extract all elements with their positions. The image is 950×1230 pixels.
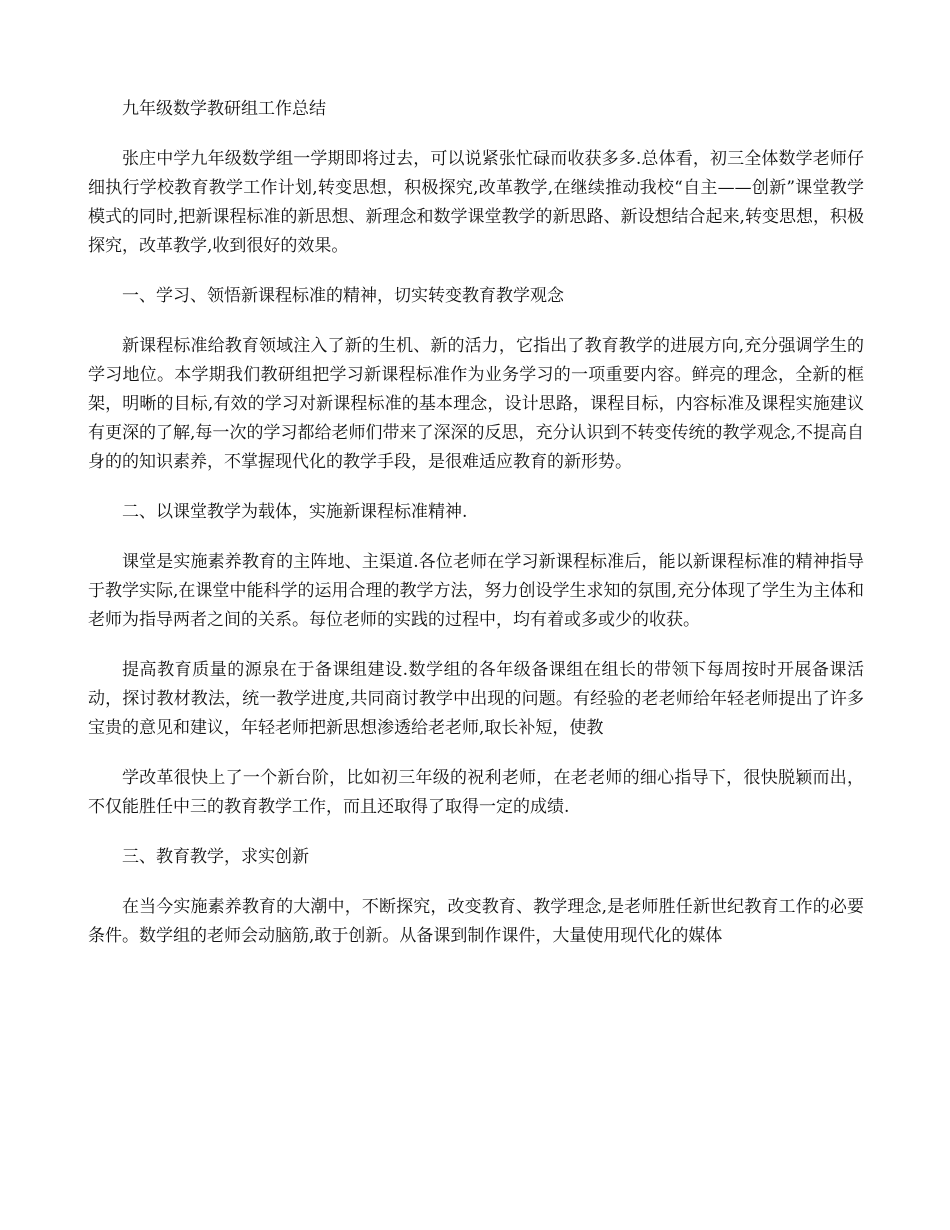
section-heading-3: 三、教育教学，求实创新 bbox=[122, 847, 309, 867]
section-3-paragraph: 在当今实施素养教育的大潮中，不断探究，改变教育、教学理念,是老师胜任新世纪教育工作的必要条件。数学组的老师会动脑筋,敢于创新。从备课到制作课件，大量使用现代化的媒体 bbox=[88, 897, 864, 946]
section-2-paragraph-3: 学改革很快上了一个新台阶，比如初三年级的祝利老师，在老老师的细心指导下，很快脱颖而出，不仅能胜任中三的教育教学工作，而且还取得了取得一定的成绩. bbox=[88, 768, 864, 817]
section-2-paragraph-1: 课堂是实施素养教育的主阵地、主渠道.各位老师在学习新课程标准后，能以新课程标准的精神指导于教学实际,在课堂中能科学的运用合理的教学方法，努力创设学生求知的氛围,充分体现了学生为主体和老师为指导两者之间的关系。每位老师的实践的过程中，均有着或多或少的收获。 bbox=[88, 552, 864, 630]
section-heading-2: 二、以课堂教学为载体，实施新课程标准精神. bbox=[122, 502, 468, 522]
intro-paragraph: 张庄中学九年级数学组一学期即将过去，可以说紧张忙碌而收获多多.总体看，初三全体数学老师仔细执行学校教育教学工作计划,转变思想，积极探究,改革教学,在继续推动我校“自主——创新”课堂教学模式的同时,把新课程标准的新思想、新理念和数学课堂教学的新思路、新设想结合起来,转变思想，积极探究，改革教学,收到很好的效果。 bbox=[88, 149, 864, 256]
section-2-paragraph-2: 提高教育质量的源泉在于备课组建设.数学组的各年级备课组在组长的带领下每周按时开展备课活动，探讨教材教法，统一教学进度,共同商讨教学中出现的问题。有经验的老老师给年轻老师提出了许多宝贵的意见和建议，年轻老师把新思想渗透给老老师,取长补短，使教 bbox=[88, 660, 864, 738]
section-heading-1: 一、学习、领悟新课程标准的精神，切实转变教育教学观念 bbox=[122, 286, 564, 306]
document-body bbox=[88, 95, 864, 972]
section-1-paragraph: 新课程标准给教育领域注入了新的生机、新的活力，它指出了教育教学的进展方向,充分强调学生的学习地位。本学期我们教研组把学习新课程标准作为业务学习的一项重要内容。鲜亮的理念，全新的框架，明晰的目标,有效的学习对新课程标准的基本理念，设计思路，课程目标，内容标准及课程实施建议有更深的了解,每一次的学习都给老师们带来了深深的反思，充分认识到不转变传统的教学观念,不提高自身的的知识素养，不掌握现代化的教学手段，是很难适应教育的新形势。 bbox=[88, 336, 864, 472]
document-title: 九年级数学教研组工作总结 bbox=[122, 99, 326, 119]
